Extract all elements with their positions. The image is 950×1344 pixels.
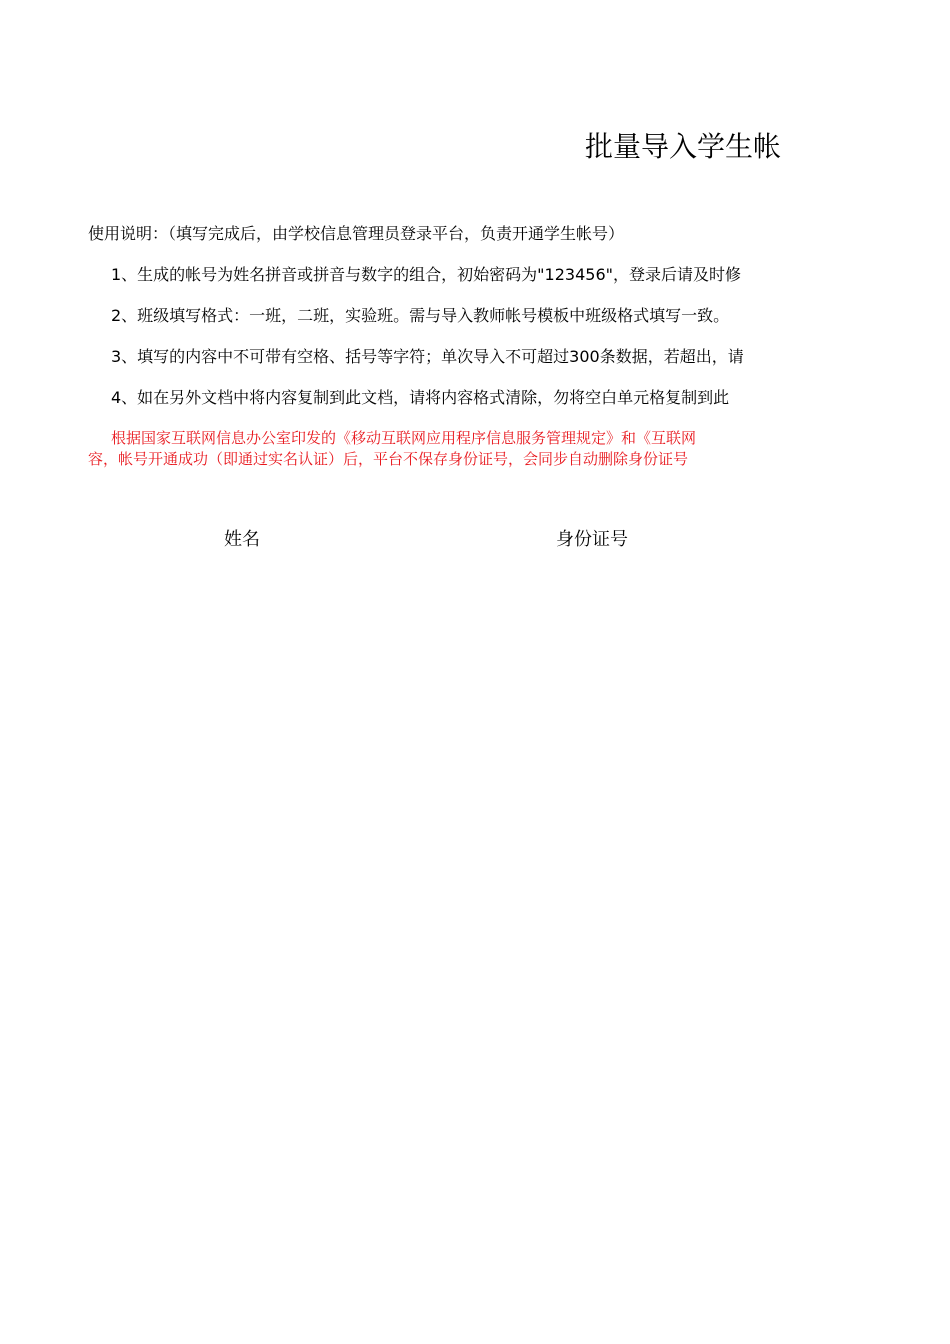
page-title: 批量导入学生帐 xyxy=(585,130,782,163)
instructions-heading: 使用说明：（填写完成后，由学校信息管理员登录平台，负责开通学生帐号） xyxy=(88,224,625,243)
rule-item: 1、生成的帐号为姓名拼音或拼音与数字的组合，初始密码为"123456"，登录后请及时修 xyxy=(111,265,741,284)
rule-item: 3、填写的内容中不可带有空格、括号等字符；单次导入不可超过300条数据，若超出，请 xyxy=(111,347,744,366)
privacy-notice-line: 容，帐号开通成功（即通过实名认证）后，平台不保存身份证号，会同步自动删除身份证号 xyxy=(88,450,689,468)
column-header-id-number: 身份证号 xyxy=(556,529,628,550)
column-header-name: 姓名 xyxy=(224,529,260,550)
privacy-notice xyxy=(88,428,790,472)
rule-item: 4、如在另外文档中将内容复制到此文档，请将内容格式清除，勿将空白单元格复制到此 xyxy=(111,388,730,407)
privacy-notice-line: 根据国家互联网信息办公室印发的《移动互联网应用程序信息服务管理规定》和《互联网 xyxy=(111,429,697,447)
rule-item: 2、班级填写格式：一班，二班，实验班。需与导入教师帐号模板中班级格式填写一致。 xyxy=(111,306,730,325)
